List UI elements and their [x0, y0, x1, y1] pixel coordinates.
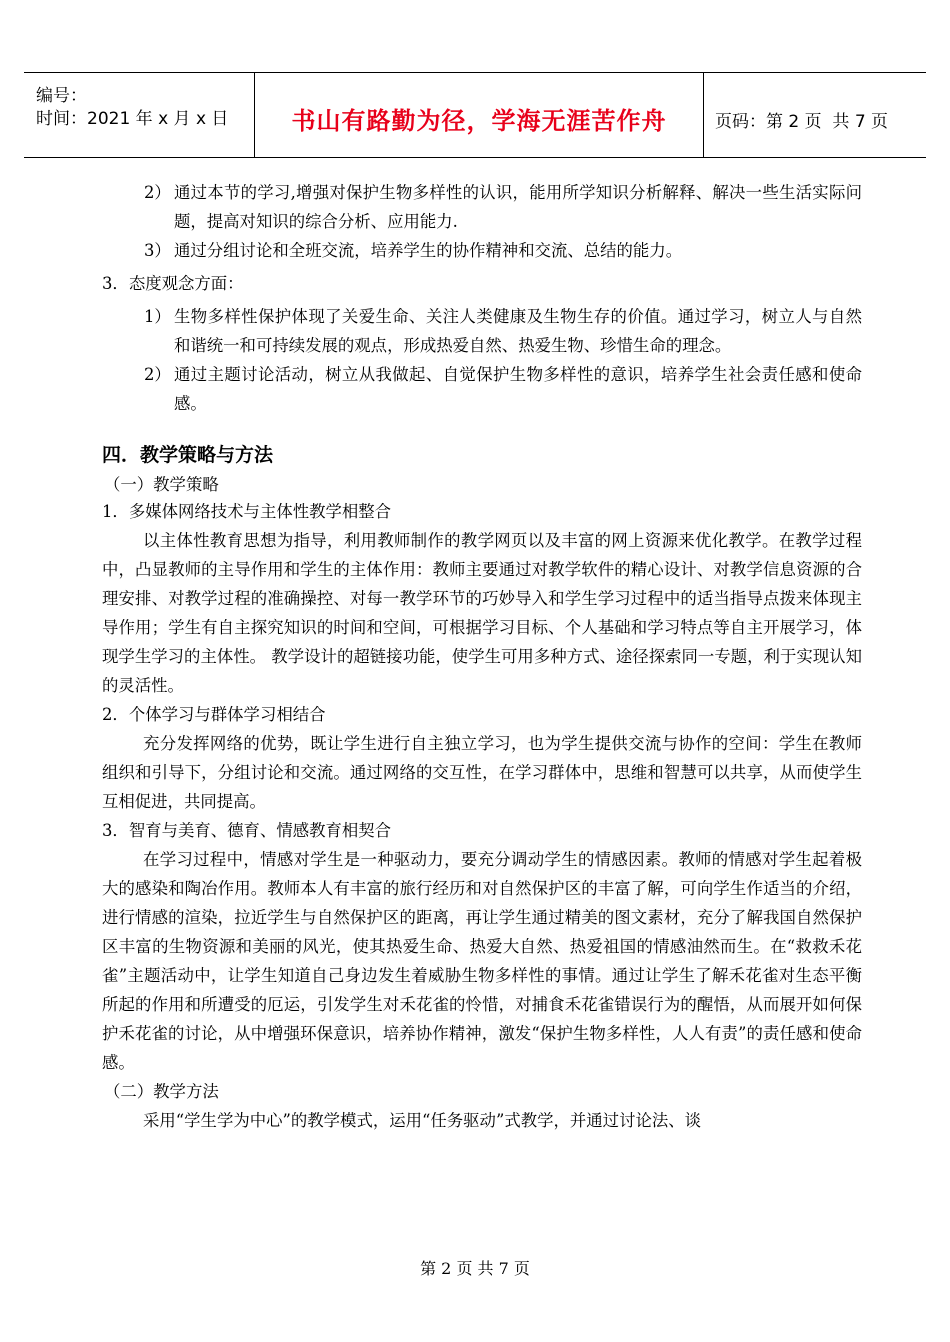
strategy-title: 2．个体学习与群体学习相结合 [102, 705, 326, 724]
document-body [102, 178, 862, 1135]
item-number: 2） [144, 365, 171, 384]
item-number: 2） [144, 183, 171, 202]
skills-item [102, 178, 862, 236]
item-text: 通过主题讨论活动，树立从我做起、自觉保护生物多样性的意识，培养学生社会责任感和使命感。 [174, 365, 862, 413]
header-page-cell [703, 73, 926, 157]
document-date-label: 时间：2021 年 x 月 x 日 [36, 109, 229, 129]
section-title: 四．教学策略与方法 [102, 444, 274, 466]
strategy-body: 以主体性教育思想为指导，利用教师制作的教学网页以及丰富的网上资源来优化教学。在教学过程中，凸显教师的主导作用和学生的主体作用：教师主要通过对教学软件的精心设计、对教学信息资源的合理安排、对教学过程的准确操控、对每一教学环节的巧妙导入和学生学习过程中的适当指导点拨来体现主导作用；学生有自主探究知识的时间和空间，可根据学习目标、个人基础和学习特点等自主开展学习，体现学生学习的主体性。 教学设计的超链接功能，使学生可用多种方式、途径探索同一专题，利于实现认知的灵活性。 [102, 531, 862, 695]
document-number-label: 编号： [36, 86, 87, 106]
attitude-heading: 3．态度观念方面： [102, 274, 244, 293]
item-text: 通过分组讨论和全班交流，培养学生的协作精神和交流、总结的能力。 [174, 241, 683, 260]
subsection-heading: （一）教学策略 [104, 475, 219, 494]
motto-text: 书山有路勤为径，学海无涯苦作舟 [291, 107, 667, 135]
page-header [24, 72, 926, 158]
strategy-body: 在学习过程中，情感对学生是一种驱动力，要充分调动学生的情感因素。教师的情感对学生起着极大的感染和陶冶作用。教师本人有丰富的旅行经历和对自然保护区的丰富了解，可向学生作适当的介绍，进行情感的渲染，拉近学生与自然保护区的距离，再让学生通过精美的图文素材，充分了解我国自然保护区丰富的生物资源和美丽的风光，使其热爱生命、热爱大自然、热爱祖国的情感油然而生。在“救救禾花雀”主题活动中，让学生知道自己身边发生着威胁生物多样性的事情。通过让学生了解禾花雀对生态平衡所起的作用和所遭受的厄运，引发学生对禾花雀的怜惜，对捕食禾花雀错误行为的醒悟，从而展开如何保护禾花雀的讨论，从中增强环保意识，培养协作精神，激发“保护生物多样性，人人有责”的责任感和使命感。 [102, 850, 862, 1072]
page-footer: 第 2 页 共 7 页 [420, 1259, 530, 1278]
subsection-heading: （二）教学方法 [104, 1082, 219, 1101]
strategy-title: 3．智育与美育、德育、情感教育相契合 [102, 821, 392, 840]
header-left-cell [24, 73, 254, 157]
item-text: 通过本节的学习,增强对保护生物多样性的认识，能用所学知识分析解释、解决一些生活实际问题，提高对知识的综合分析、应用能力. [174, 183, 862, 231]
item-number: 3） [144, 241, 171, 260]
item-number: 1） [144, 307, 171, 326]
strategy-title: 1．多媒体网络技术与主体性教学相整合 [102, 502, 392, 521]
header-motto-cell [254, 73, 704, 157]
attitude-item [102, 360, 862, 418]
method-body: 采用“学生学为中心”的教学模式，运用“任务驱动”式教学，并通过讨论法、谈 [143, 1111, 702, 1130]
strategy-body: 充分发挥网络的优势，既让学生进行自主独立学习，也为学生提供交流与协作的空间：学生在教师组织和引导下，分组讨论和交流。通过网络的交互性，在学习群体中，思维和智慧可以共享，从而使学生互相促进，共同提高。 [102, 734, 862, 811]
attitude-item [102, 302, 862, 360]
skills-item [102, 236, 862, 265]
header-page-info: 页码：第 2 页 共 7 页 [715, 112, 889, 132]
item-text: 生物多样性保护体现了关爱生命、关注人类健康及生物生存的价值。通过学习，树立人与自然和谐统一和可持续发展的观点，形成热爱自然、热爱生物、珍惜生命的理念。 [174, 307, 862, 355]
